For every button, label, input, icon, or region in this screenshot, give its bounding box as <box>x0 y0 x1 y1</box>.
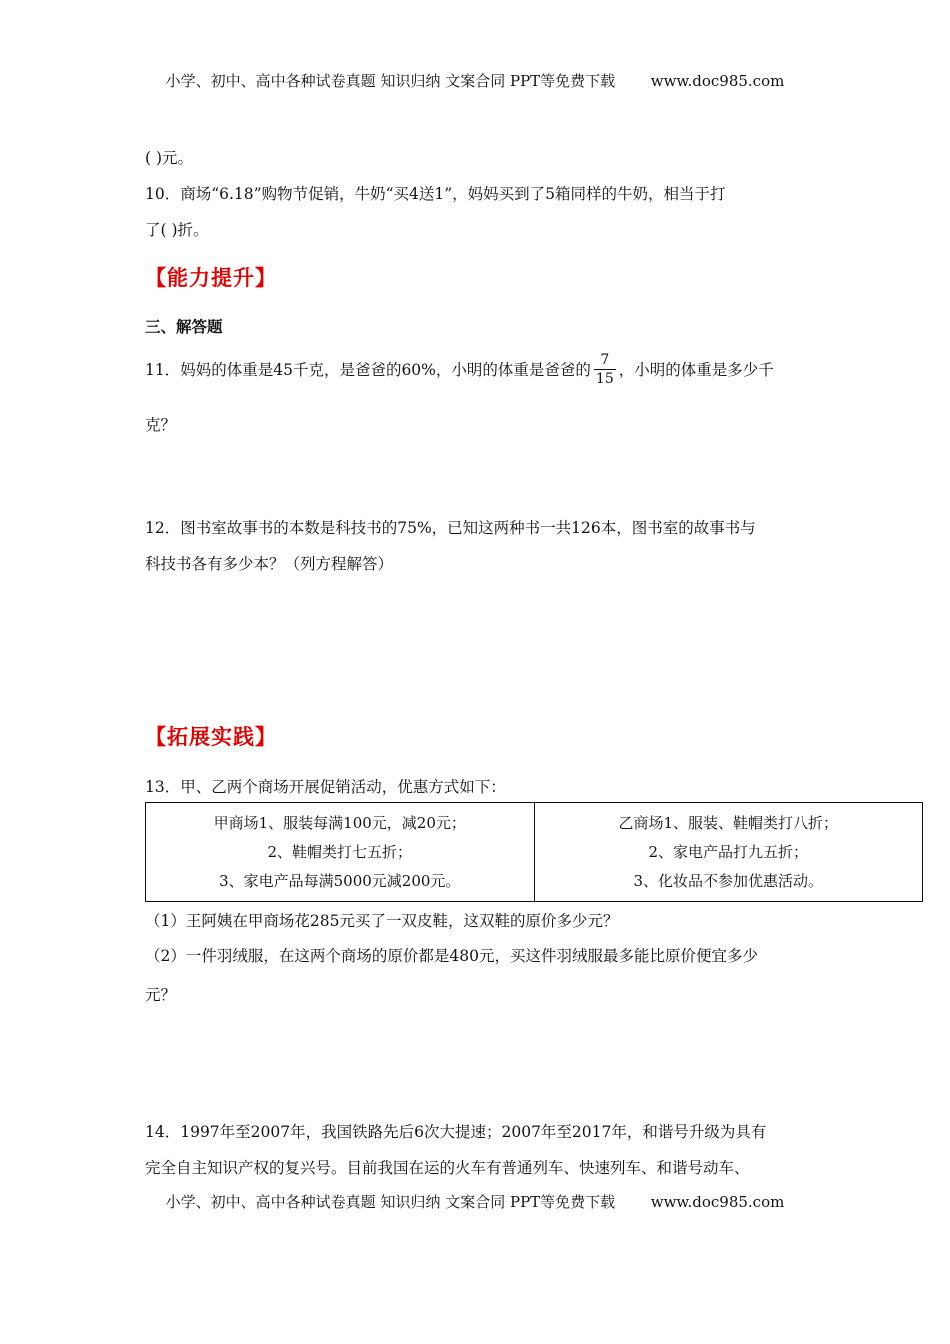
question-14-line-1: 14．1997年至2007年，我国铁路先后6次大提速；2007年至2017年，和谐号升级为具有 <box>145 1123 767 1141</box>
question-13-sub-1: （1）王阿姨在甲商场花285元买了一双皮鞋，这双鞋的原价多少元？ <box>145 912 619 930</box>
question-10-line-2: 了( )折。 <box>145 221 209 239</box>
promotion-table <box>145 802 923 902</box>
header-site: www.doc985.com <box>650 1193 785 1211</box>
section-title-practice: 【拓展实践】 <box>145 724 277 749</box>
header-text: 小学、初中、高中各种试卷真题 知识归纳 文案合同 PPT等免费下载 <box>165 1193 616 1211</box>
question-13-sub-2-line-1: （2）一件羽绒服，在这两个商场的原价都是480元，买这件羽绒服最多能比原价便宜多少 <box>145 947 758 965</box>
store-b-rule-3: 3、化妆品不参加优惠活动。 <box>633 871 824 890</box>
question-10-line-1: 10．商场“6.18”购物节促销，牛奶“买4送1”，妈妈买到了5箱同样的牛奶，相当于打 <box>145 185 726 203</box>
fraction-7-15 <box>594 351 616 388</box>
header-text: 小学、初中、高中各种试卷真题 知识归纳 文案合同 PPT等免费下载 <box>165 72 616 90</box>
question-12-line-1: 12．图书室故事书的本数是科技书的75%，已知这两种书一共126本，图书室的故事书与 <box>145 519 756 537</box>
page-header-bottom <box>0 1191 950 1212</box>
carryover-line: ( )元。 <box>145 149 194 167</box>
store-a-rule-2: 2、鞋帽类打七五折； <box>267 842 413 861</box>
subhead-answer-questions: 三、解答题 <box>145 317 223 336</box>
question-11-line-1 <box>145 350 774 390</box>
question-11-line-2: 克？ <box>145 416 177 434</box>
question-11-text-a: 11．妈妈的体重是45千克，是爸爸的60%，小明的体重是爸爸的 <box>145 361 591 379</box>
fraction-denominator: 15 <box>595 370 614 387</box>
page-header-top <box>0 70 950 91</box>
question-11-text-b: ，小明的体重是多少千 <box>618 361 774 379</box>
question-14-line-2: 完全自主知识产权的复兴号。目前我国在运的火车有普通列车、快速列车、和谐号动车、 <box>145 1159 750 1177</box>
question-13-intro: 13．甲、乙两个商场开展促销活动，优惠方式如下： <box>145 778 506 796</box>
table-row <box>146 803 923 902</box>
store-b-cell <box>534 803 923 902</box>
store-a-rule-3: 3、家电产品每满5000元减200元。 <box>219 871 461 890</box>
section-title-ability: 【能力提升】 <box>145 265 277 290</box>
question-13-sub-2-line-2: 元？ <box>145 986 177 1004</box>
store-b-rule-1: 乙商场1、服装、鞋帽类打八折； <box>618 813 839 832</box>
header-site: www.doc985.com <box>650 72 785 90</box>
fraction-numerator: 7 <box>600 351 610 368</box>
store-a-rule-1: 甲商场1、服装每满100元，减20元； <box>213 813 466 832</box>
store-b-rule-2: 2、家电产品打九五折； <box>648 842 809 861</box>
question-12-line-2: 科技书各有多少本？（列方程解答） <box>145 555 394 573</box>
store-a-cell <box>146 803 535 902</box>
